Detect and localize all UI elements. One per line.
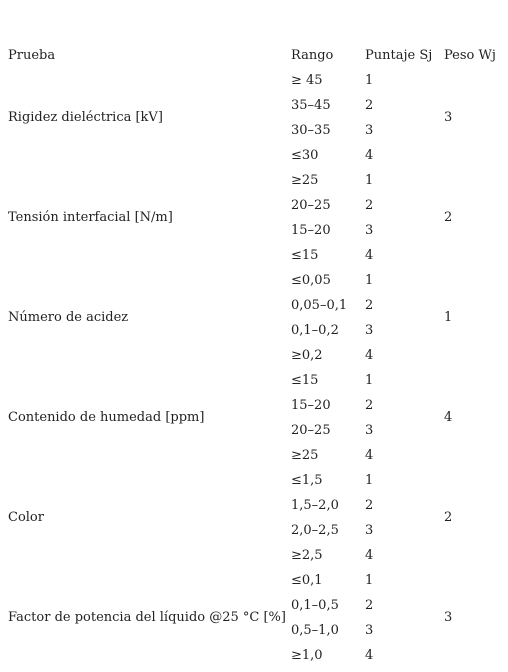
test-name: Factor de potencia del líquido @25 °C [%] [8,610,286,625]
weight-value: 2 [444,510,453,525]
table-group-dielectric-strength [0,68,508,168]
range-value: ≤30 [291,148,319,163]
table-row [0,593,508,618]
table-row [0,168,508,193]
table-group-moisture-content [0,368,508,468]
range-value: 0,05–0,1 [291,298,348,313]
score-value: 2 [365,98,374,113]
test-score-table [0,43,508,668]
range-value: ≥2,5 [291,548,323,563]
table-row [0,268,508,293]
table-header-row [0,43,508,68]
range-value: ≤0,05 [291,273,331,288]
score-value: 3 [365,223,374,238]
score-value: 3 [365,523,374,538]
range-value: ≥25 [291,173,319,188]
range-value: 15–20 [291,398,331,413]
score-value: 4 [365,148,374,163]
table-row [0,193,508,218]
table-row [0,243,508,268]
score-value: 3 [365,423,374,438]
score-value: 1 [365,373,374,388]
table-row [0,343,508,368]
range-value: ≥25 [291,448,319,463]
header-range: Rango [291,48,334,63]
table-row [0,468,508,493]
weight-value: 3 [444,110,453,125]
score-value: 4 [365,348,374,363]
range-value: ≤15 [291,373,319,388]
test-name: Contenido de humedad [ppm] [8,410,205,425]
header-test: Prueba [8,48,56,63]
weight-value: 4 [444,410,453,425]
score-value: 2 [365,498,374,513]
range-value: 20–25 [291,423,331,438]
weight-value: 3 [444,610,453,625]
range-value: ≥0,2 [291,348,323,363]
range-value: 35–45 [291,98,331,113]
table-group-color [0,468,508,568]
table-row [0,393,508,418]
table-row [0,143,508,168]
score-value: 4 [365,648,374,663]
table-row [0,93,508,118]
table-group-acid-number [0,268,508,368]
score-value: 2 [365,598,374,613]
range-value: 0,1–0,2 [291,323,339,338]
score-value: 4 [365,248,374,263]
score-value: 4 [365,548,374,563]
table-row [0,418,508,443]
range-value: ≥ 45 [291,73,323,88]
test-name: Color [8,510,44,525]
range-value: 1,5–2,0 [291,498,339,513]
header-score: Puntaje Sj [365,48,433,63]
table-row [0,318,508,343]
range-value: 2,0–2,5 [291,523,339,538]
table-row [0,643,508,668]
range-value: 20–25 [291,198,331,213]
table-group-interfacial-tension [0,168,508,268]
table-row [0,568,508,593]
table-row [0,118,508,143]
range-value: ≤0,1 [291,573,323,588]
score-value: 1 [365,573,374,588]
score-value: 2 [365,398,374,413]
range-value: ≥1,0 [291,648,323,663]
range-value: 0,1–0,5 [291,598,339,613]
test-name: Número de acidez [8,310,129,325]
score-value: 1 [365,173,374,188]
range-value: ≤1,5 [291,473,323,488]
test-name: Rigidez dieléctrica [kV] [8,110,163,125]
table-row [0,443,508,468]
table-row [0,493,508,518]
weight-value: 1 [444,310,453,325]
range-value: 0,5–1,0 [291,623,339,638]
table-row [0,618,508,643]
score-value: 2 [365,298,374,313]
test-name: Tensión interfacial [N/m] [8,210,173,225]
header-weight: Peso Wj [444,48,496,63]
range-value: 15–20 [291,223,331,238]
score-value: 1 [365,273,374,288]
score-value: 3 [365,323,374,338]
range-value: ≤15 [291,248,319,263]
table-row [0,518,508,543]
range-value: 30–35 [291,123,331,138]
table-row [0,293,508,318]
table-row [0,543,508,568]
score-value: 3 [365,123,374,138]
score-value: 3 [365,623,374,638]
score-value: 2 [365,198,374,213]
table-row [0,68,508,93]
score-value: 1 [365,473,374,488]
score-value: 1 [365,73,374,88]
table-row [0,218,508,243]
weight-value: 2 [444,210,453,225]
table-row [0,368,508,393]
table-group-power-factor [0,568,508,668]
score-value: 4 [365,448,374,463]
